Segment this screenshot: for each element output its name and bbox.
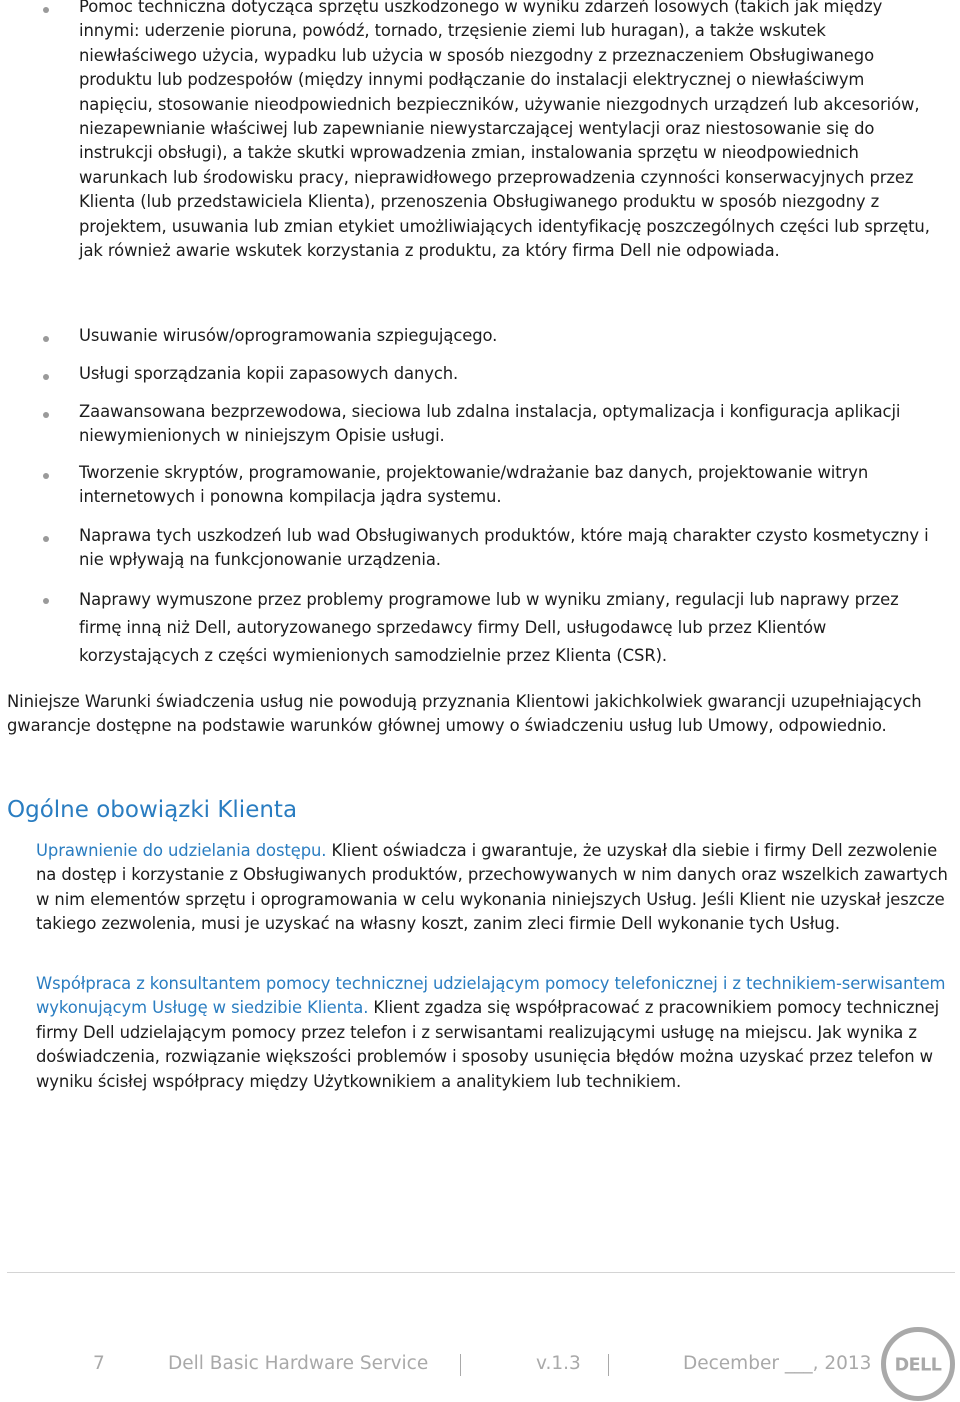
section-heading: Ogólne obowiązki Klienta xyxy=(7,797,298,823)
list-item-text: Naprawa tych uszkodzeń lub wad Obsługiwanych produktów, które mają charakter czysto kosmetyczny i nie wpływają na funkcjonowanie urządzenia. xyxy=(79,526,929,570)
bullet-icon xyxy=(43,412,49,418)
bullet-icon xyxy=(43,374,49,380)
footer-separator xyxy=(460,1354,461,1376)
bullet-icon xyxy=(43,536,49,542)
list-item-text: Pomoc techniczna dotycząca sprzętu uszkodzonego w wyniku zdarzeń losowych (takich jak między innymi: uderzenie pioruna, powódź, tornado, trzęsienie ziemi lub huragan), a także wskutek niewłaściwego użycia, wypadku lub użycia w sposób niezgodny z przeznaczeniem Obsługiwanego produktu lub podzespołów (między innymi podłączanie do instalacji elektrycznej o niewłaściwym napięciu, stosowanie nieodpowiednich bezpieczników, używanie niezgodnych urządzeń lub akcesoriów, niezapewnianie właściwej lub zapewnianie niewystarczającej wentylacji oraz niestosowanie się do instrukcji obsługi), a także skutki wprowadzenia zmian, instalowania sprzętu w nieodpowiednich warunkach lub środowisku pracy, nieprawidłowego przeprowadzenia czynności konserwacyjnych przez Klienta (lub przedstawiciela Klienta), przenoszenia Obsługiwanego produktu w sposób niezgodny z projektem, usuwania lub zmian etykiet umożliwiających identyfikację poszczególnych części lub sprzętu, jak również awarie wskutek korzystania z produktu, za który firma Dell nie odpowiada. xyxy=(79,0,930,261)
document-title: Dell Basic Hardware Service xyxy=(168,1353,429,1374)
bullet-icon xyxy=(43,7,49,13)
access-authorization-paragraph xyxy=(36,839,954,937)
closing-paragraph: Niniejsze Warunki świadczenia usług nie powodują przyznania Klientowi jakichkolwiek gwarancji uzupełniających gwarancje dostępne na podstawie warunków głównej umowy o świadczeniu usług lub Umowy, odpowiednio. xyxy=(7,692,922,736)
page-footer xyxy=(0,1350,960,1384)
cooperation-paragraph xyxy=(36,972,954,1094)
bullet-icon xyxy=(43,336,49,342)
bullet-icon xyxy=(43,598,49,604)
footer-separator xyxy=(608,1354,609,1376)
dell-logo-icon xyxy=(880,1326,956,1402)
page-number: 7 xyxy=(93,1353,105,1374)
paragraph-body: Klient oświadcza i gwarantuje, że uzyskał dla siebie i firmy Dell zezwolenie na dostęp i korzystanie z Obsługiwanych produktów, przechowywanych w nim danych oraz wszelkich zawartych w nim elementów sprzętu i oprogramowania w celu wykonania niniejszych Usług. Jeśli Klient nie uzyskał jeszcze takiego zezwolenia, musi je uzyskać na własny koszt, zanim zleci firmie Dell wykonanie tych Usług. xyxy=(36,841,948,934)
list-item-text: Usługi sporządzania kopii zapasowych danych. xyxy=(79,364,459,383)
list-item-text: Usuwanie wirusów/oprogramowania szpiegującego. xyxy=(79,326,498,345)
list-item-text: Tworzenie skryptów, programowanie, projektowanie/wdrażanie baz danych, projektowanie witryn internetowych i ponowna kompilacja jądra systemu. xyxy=(79,463,869,507)
paragraph-lead: Uprawnienie do udzielania dostępu. xyxy=(36,841,327,860)
document-date: December ___, 2013 xyxy=(683,1353,872,1374)
paragraph-body: Klient zgadza się współpracować z pracownikiem pomocy technicznej firmy Dell udzielającym pomocy przez telefon i z serwisantami realizującymi usługę na miejscu. Jak wynika z doświadczenia, rozwiązanie większości problemów i sposoby usunięcia błędów można uzyskać przez telefon w wyniku ścisłej współpracy między Użytkownikiem a analitykiem lub technikiem. xyxy=(36,998,940,1091)
paragraph-lead: Współpraca z konsultantem pomocy technicznej udzielającym pomocy telefonicznej i z technikiem-serwisantem wykonującym Usługę w siedzibie Klienta. xyxy=(36,974,946,1018)
logo-wordmark: DELL xyxy=(894,1355,942,1376)
list-item-text: Zaawansowana bezprzewodowa, sieciowa lub zdalna instalacja, optymalizacja i konfiguracja aplikacji niewymienionych w niniejszym Opisie usługi. xyxy=(79,402,901,446)
footer-divider xyxy=(7,1272,955,1273)
list-item-text: Naprawy wymuszone przez problemy programowe lub w wyniku zmiany, regulacji lub naprawy przez firmę inną niż Dell, autoryzowanego sprzedawcy firmy Dell, usługodawcę lub przez Klientów korzystających z części wymienionych samodzielnie przez Klienta (CSR). xyxy=(79,590,899,665)
document-version: v.1.3 xyxy=(536,1353,581,1374)
bullet-icon xyxy=(43,473,49,479)
